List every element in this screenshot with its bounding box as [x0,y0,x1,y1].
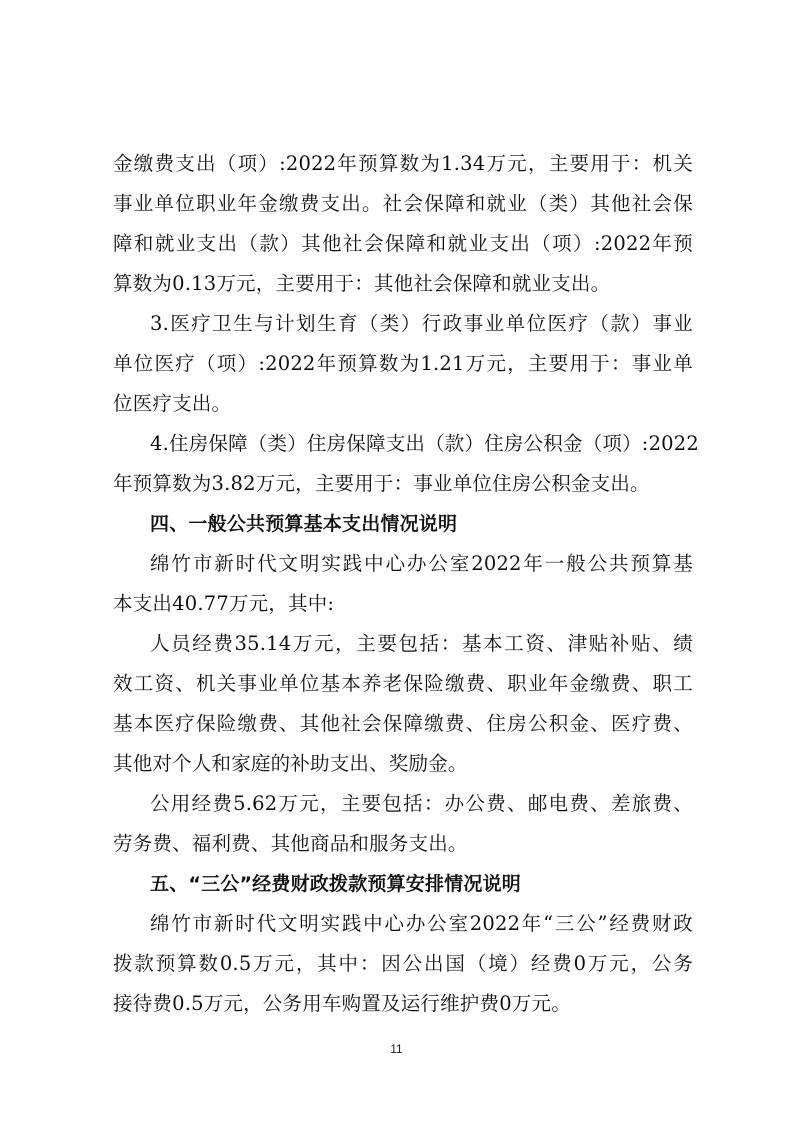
paragraph-line: 障和就业支出（款）其他社会保障和就业支出（项）:2022年预 [113,232,693,255]
paragraph-line: 公用经费5.62万元，主要包括：办公费、邮电费、差旅费、 [150,792,693,815]
paragraph-line: 接待费0.5万元，公务用车购置及运行维护费0万元。 [113,992,571,1015]
paragraph-line: 年预算数为3.82万元，主要用于：事业单位住房公积金支出。 [113,472,650,495]
paragraph-line: 单位医疗（项）:2022年预算数为1.21万元，主要用于：事业单 [113,352,693,375]
paragraph-line: 4.住房保障（类）住房保障支出（款）住房公积金（项）:2022 [150,432,700,455]
paragraph-line: 基本医疗保险缴费、其他社会保障缴费、住房公积金、医疗费、 [113,712,693,735]
paragraph-line: 本支出40.77万元，其中: [113,592,335,615]
paragraph-line: 绵竹市新时代文明实践中心办公室2022年一般公共预算基 [150,552,693,575]
paragraph-line: 金缴费支出（项）:2022年预算数为1.34万元，主要用于：机关 [113,152,693,175]
section-heading: 五、“三公”经费财政拨款预算安排情况说明 [150,873,521,895]
paragraph-line: 效工资、机关事业单位基本养老保险缴费、职业年金缴费、职工 [113,672,693,695]
paragraph-line: 算数为0.13万元，主要用于：其他社会保障和就业支出。 [113,272,611,295]
section-heading: 四、一般公共预算基本支出情况说明 [150,513,458,535]
paragraph-line: 3.医疗卫生与计划生育（类）行政事业单位医疗（款）事业 [150,312,693,335]
page-number: 11 [390,1042,403,1056]
paragraph-line: 人员经费35.14万元，主要包括：基本工资、津贴补贴、绩 [150,632,693,655]
paragraph-line: 绵竹市新时代文明实践中心办公室2022年“三公”经费财政 [150,912,693,935]
paragraph-line: 拨款预算数0.5万元，其中：因公出国（境）经费0万元，公务 [113,952,693,975]
paragraph-line: 位医疗支出。 [113,392,232,415]
paragraph-line: 其他对个人和家庭的补助支出、奖励金。 [113,752,468,775]
paragraph-line: 事业单位职业年金缴费支出。社会保障和就业（类）其他社会保 [113,192,693,215]
paragraph-line: 劳务费、福利费、其他商品和服务支出。 [113,832,468,855]
